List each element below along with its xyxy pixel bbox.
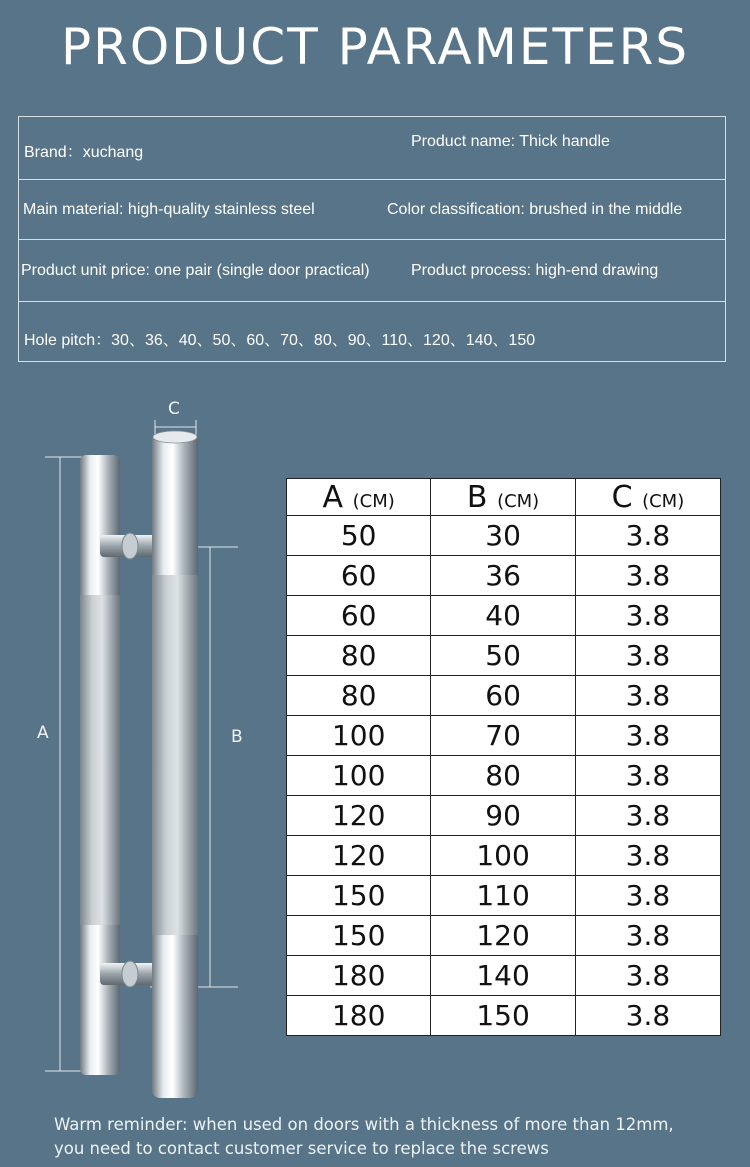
dimension-label-a: A	[37, 723, 49, 743]
size-table	[286, 478, 721, 1036]
param-color-classification: Color classification: brushed in the middle	[387, 201, 683, 218]
table-row: 80 50 3.8	[287, 636, 721, 676]
param-process: Product process: high-end drawing	[411, 262, 659, 279]
table-row: 180 140 3.8	[287, 956, 721, 996]
table-row: 100 70 3.8	[287, 716, 721, 756]
table-row: 120 100 3.8	[287, 836, 721, 876]
column-header-b: B (CM)	[431, 479, 575, 516]
table-row: 150 110 3.8	[287, 876, 721, 916]
handle-diagram	[0, 395, 290, 1115]
table-row: 60 40 3.8	[287, 596, 721, 636]
table-row: 150 120 3.8	[287, 916, 721, 956]
dimension-label-b: B	[231, 727, 243, 747]
warm-reminder	[54, 1113, 734, 1161]
reminder-line-2: you need to contact customer service to replace the screws	[54, 1139, 549, 1158]
table-row: 80 60 3.8	[287, 676, 721, 716]
reminder-line-1: Warm reminder: when used on doors with a thickness of more than 12mm,	[54, 1115, 674, 1134]
table-row: 60 36 3.8	[287, 556, 721, 596]
table-row: 120 90 3.8	[287, 796, 721, 836]
parameters-table	[18, 116, 726, 362]
page-title: PRODUCT PARAMETERS	[60, 18, 690, 76]
table-row: 180 150 3.8	[287, 996, 721, 1036]
dimension-label-c: C	[168, 399, 180, 419]
column-header-c: C (CM)	[575, 479, 720, 516]
size-table-header	[287, 479, 721, 516]
param-hole-pitch: Hole pitch：30、36、40、50、60、70、80、90、110、120、140、150	[24, 332, 536, 349]
table-row: 50 30 3.8	[287, 516, 721, 556]
table-row: 100 80 3.8	[287, 756, 721, 796]
handle-illustration	[0, 395, 290, 1115]
param-row	[19, 117, 725, 180]
param-row	[19, 177, 725, 240]
param-row	[19, 239, 725, 302]
param-main-material: Main material: high-quality stainless steel	[23, 201, 315, 218]
param-row	[19, 301, 725, 363]
column-header-a: A (CM)	[287, 479, 431, 516]
param-unit-price: Product unit price: one pair (single door practical)	[21, 262, 370, 279]
param-product-name: Product name: Thick handle	[411, 133, 610, 150]
param-brand: Brand：xuchang	[24, 144, 144, 161]
